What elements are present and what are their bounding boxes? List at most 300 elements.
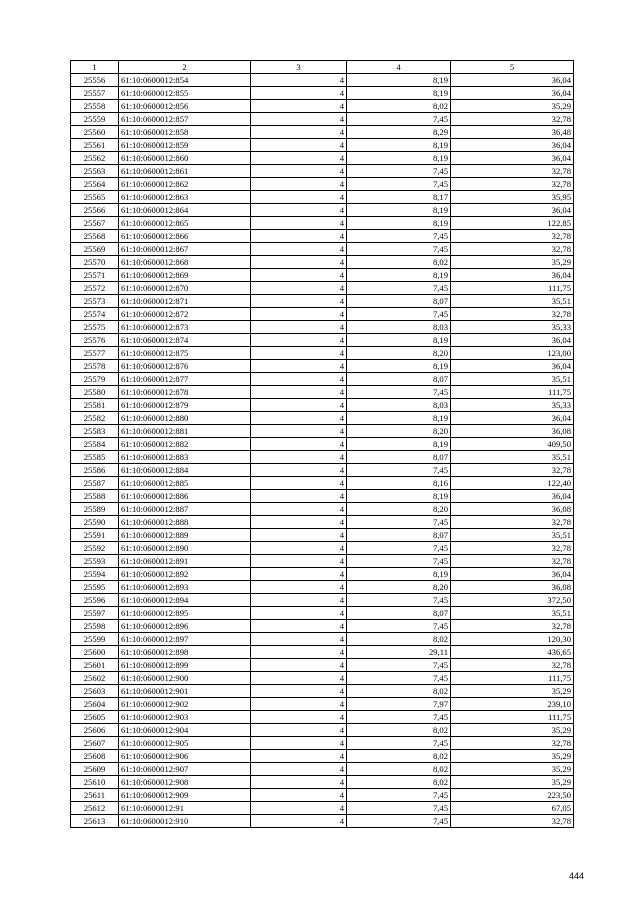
table-cell: 61:10:0600012:898	[119, 646, 251, 659]
table-cell: 61:10:0600012:873	[119, 321, 251, 334]
table-cell: 61:10:0600012:893	[119, 581, 251, 594]
table-row	[71, 321, 574, 334]
table-row	[71, 308, 574, 321]
table-cell: 7,45	[347, 815, 451, 828]
table-cell: 32,78	[451, 165, 574, 178]
table-row	[71, 191, 574, 204]
table-cell: 25568	[71, 230, 119, 243]
table-row	[71, 490, 574, 503]
table-cell: 4	[251, 334, 347, 347]
table-cell: 7,45	[347, 594, 451, 607]
table-cell: 32,78	[451, 113, 574, 126]
table-cell: 61:10:0600012:881	[119, 425, 251, 438]
table-cell: 25594	[71, 568, 119, 581]
table-cell: 4	[251, 555, 347, 568]
table-cell: 8,19	[347, 334, 451, 347]
table-cell: 25610	[71, 776, 119, 789]
table-cell: 35,33	[451, 399, 574, 412]
table-cell: 36,04	[451, 152, 574, 165]
table-cell: 8,07	[347, 607, 451, 620]
table-row	[71, 100, 574, 113]
table-cell: 25600	[71, 646, 119, 659]
table-cell: 4	[251, 321, 347, 334]
table-cell: 239,10	[451, 698, 574, 711]
table-cell: 4	[251, 594, 347, 607]
table-cell: 61:10:0600012:907	[119, 763, 251, 776]
table-cell: 36,04	[451, 360, 574, 373]
table-cell: 36,04	[451, 412, 574, 425]
table-row	[71, 282, 574, 295]
table-cell: 4	[251, 646, 347, 659]
table-row	[71, 555, 574, 568]
table-cell: 61:10:0600012:860	[119, 152, 251, 165]
table-cell: 8,07	[347, 451, 451, 464]
table-cell: 61:10:0600012:895	[119, 607, 251, 620]
table-cell: 7,45	[347, 464, 451, 477]
table-row	[71, 750, 574, 763]
table-row	[71, 113, 574, 126]
table-row	[71, 347, 574, 360]
table-cell: 111,75	[451, 672, 574, 685]
table-row	[71, 672, 574, 685]
table-cell: 61:10:0600012:858	[119, 126, 251, 139]
table-cell: 67,05	[451, 802, 574, 815]
table-cell: 25557	[71, 87, 119, 100]
table-cell: 4	[251, 399, 347, 412]
table-cell: 8,19	[347, 74, 451, 87]
table-cell: 35,29	[451, 724, 574, 737]
table-cell: 25567	[71, 217, 119, 230]
table-cell: 36,04	[451, 334, 574, 347]
table-cell: 25586	[71, 464, 119, 477]
table-cell: 35,29	[451, 100, 574, 113]
table-cell: 8,20	[347, 425, 451, 438]
table-cell: 36,48	[451, 126, 574, 139]
table-cell: 25607	[71, 737, 119, 750]
table-row	[71, 74, 574, 87]
table-row	[71, 464, 574, 477]
table-row	[71, 620, 574, 633]
table-cell: 61:10:0600012:868	[119, 256, 251, 269]
table-cell: 61:10:0600012:894	[119, 594, 251, 607]
table-cell: 8,19	[347, 360, 451, 373]
table-cell: 4	[251, 672, 347, 685]
table-cell: 25590	[71, 516, 119, 529]
table-cell: 61:10:0600012:91	[119, 802, 251, 815]
table-cell: 61:10:0600012:871	[119, 295, 251, 308]
table-cell: 8,07	[347, 529, 451, 542]
table-row	[71, 724, 574, 737]
table-cell: 7,45	[347, 802, 451, 815]
table-cell: 7,45	[347, 542, 451, 555]
table-cell: 4	[251, 74, 347, 87]
table-cell: 61:10:0600012:866	[119, 230, 251, 243]
table-cell: 61:10:0600012:887	[119, 503, 251, 516]
page-number: 444	[568, 871, 584, 881]
table-cell: 61:10:0600012:899	[119, 659, 251, 672]
table-cell: 7,45	[347, 516, 451, 529]
table-cell: 7,45	[347, 711, 451, 724]
table-row	[71, 594, 574, 607]
table-cell: 8,19	[347, 438, 451, 451]
table-cell: 25611	[71, 789, 119, 802]
table-row	[71, 802, 574, 815]
table-row	[71, 230, 574, 243]
table-cell: 25571	[71, 269, 119, 282]
table-cell: 409,50	[451, 438, 574, 451]
table-cell: 4	[251, 737, 347, 750]
table-cell: 61:10:0600012:892	[119, 568, 251, 581]
table-cell: 372,50	[451, 594, 574, 607]
table-cell: 61:10:0600012:867	[119, 243, 251, 256]
table-cell: 25583	[71, 425, 119, 438]
table-cell: 7,45	[347, 165, 451, 178]
table-cell: 61:10:0600012:859	[119, 139, 251, 152]
table-cell: 61:10:0600012:905	[119, 737, 251, 750]
table-cell: 61:10:0600012:908	[119, 776, 251, 789]
table-cell: 61:10:0600012:880	[119, 412, 251, 425]
table-row	[71, 334, 574, 347]
table-cell: 61:10:0600012:872	[119, 308, 251, 321]
table-cell: 4	[251, 165, 347, 178]
column-header: 4	[347, 61, 451, 74]
table-cell: 61:10:0600012:862	[119, 178, 251, 191]
table-cell: 4	[251, 789, 347, 802]
table-cell: 61:10:0600012:865	[119, 217, 251, 230]
table-cell: 25613	[71, 815, 119, 828]
table-cell: 122,40	[451, 477, 574, 490]
table-row	[71, 815, 574, 828]
table-cell: 61:10:0600012:886	[119, 490, 251, 503]
table-cell: 4	[251, 659, 347, 672]
table-cell: 25593	[71, 555, 119, 568]
table-cell: 8,16	[347, 477, 451, 490]
table-cell: 8,19	[347, 568, 451, 581]
table-cell: 32,78	[451, 464, 574, 477]
table-cell: 25592	[71, 542, 119, 555]
table-cell: 32,78	[451, 555, 574, 568]
table-cell: 4	[251, 477, 347, 490]
table-cell: 8,03	[347, 321, 451, 334]
table-cell: 61:10:0600012:857	[119, 113, 251, 126]
table-cell: 8,17	[347, 191, 451, 204]
table-row	[71, 425, 574, 438]
table-cell: 4	[251, 113, 347, 126]
table-cell: 8,19	[347, 490, 451, 503]
table-cell: 61:10:0600012:884	[119, 464, 251, 477]
table-cell: 35,51	[451, 451, 574, 464]
table-cell: 4	[251, 87, 347, 100]
table-cell: 7,45	[347, 243, 451, 256]
table-cell: 25588	[71, 490, 119, 503]
table-cell: 7,45	[347, 555, 451, 568]
table-body	[71, 74, 574, 828]
table-cell: 61:10:0600012:896	[119, 620, 251, 633]
table-row	[71, 87, 574, 100]
column-header: 5	[451, 61, 574, 74]
table-cell: 61:10:0600012:864	[119, 204, 251, 217]
table-row	[71, 451, 574, 464]
table-cell: 4	[251, 516, 347, 529]
table-cell: 61:10:0600012:877	[119, 373, 251, 386]
table-cell: 32,78	[451, 308, 574, 321]
table-cell: 120,30	[451, 633, 574, 646]
table-cell: 36,04	[451, 87, 574, 100]
table-row	[71, 360, 574, 373]
table-cell: 36,04	[451, 490, 574, 503]
table-row	[71, 152, 574, 165]
table-cell: 61:10:0600012:863	[119, 191, 251, 204]
table-row	[71, 386, 574, 399]
table-row	[71, 659, 574, 672]
table-cell: 61:10:0600012:879	[119, 399, 251, 412]
table-row	[71, 269, 574, 282]
table-cell: 4	[251, 568, 347, 581]
table-cell: 25602	[71, 672, 119, 685]
table-cell: 25595	[71, 581, 119, 594]
table-cell: 7,45	[347, 789, 451, 802]
table-cell: 36,08	[451, 581, 574, 594]
table-cell: 25574	[71, 308, 119, 321]
table-cell: 4	[251, 503, 347, 516]
table-row	[71, 256, 574, 269]
table-cell: 61:10:0600012:909	[119, 789, 251, 802]
table-cell: 4	[251, 230, 347, 243]
table-cell: 35,29	[451, 750, 574, 763]
table-cell: 7,97	[347, 698, 451, 711]
table-row	[71, 711, 574, 724]
column-header: 3	[251, 61, 347, 74]
table-cell: 4	[251, 685, 347, 698]
table-cell: 61:10:0600012:855	[119, 87, 251, 100]
table-cell: 32,78	[451, 620, 574, 633]
table-cell: 25585	[71, 451, 119, 464]
table-cell: 35,95	[451, 191, 574, 204]
table-cell: 4	[251, 295, 347, 308]
table-cell: 25603	[71, 685, 119, 698]
table-header-row	[71, 61, 574, 74]
data-table	[70, 60, 574, 828]
table-cell: 25559	[71, 113, 119, 126]
table-cell: 61:10:0600012:904	[119, 724, 251, 737]
table-cell: 7,45	[347, 282, 451, 295]
table-cell: 32,78	[451, 737, 574, 750]
table-cell: 4	[251, 529, 347, 542]
table-cell: 61:10:0600012:890	[119, 542, 251, 555]
table-cell: 7,45	[347, 308, 451, 321]
table-cell: 32,78	[451, 243, 574, 256]
table-cell: 25560	[71, 126, 119, 139]
table-cell: 8,19	[347, 204, 451, 217]
table-cell: 32,78	[451, 230, 574, 243]
table-cell: 25577	[71, 347, 119, 360]
table-cell: 7,45	[347, 659, 451, 672]
table-cell: 25606	[71, 724, 119, 737]
table-cell: 8,02	[347, 100, 451, 113]
table-cell: 4	[251, 347, 347, 360]
table-cell: 4	[251, 204, 347, 217]
table-cell: 8,07	[347, 373, 451, 386]
table-cell: 61:10:0600012:854	[119, 74, 251, 87]
table-cell: 111,75	[451, 282, 574, 295]
table-row	[71, 217, 574, 230]
table-cell: 25597	[71, 607, 119, 620]
table-cell: 4	[251, 100, 347, 113]
table-cell: 36,08	[451, 425, 574, 438]
table-cell: 7,45	[347, 230, 451, 243]
table-cell: 436,65	[451, 646, 574, 659]
table-cell: 25572	[71, 282, 119, 295]
table-cell: 111,75	[451, 711, 574, 724]
table-cell: 25578	[71, 360, 119, 373]
table-cell: 4	[251, 633, 347, 646]
table-cell: 32,78	[451, 542, 574, 555]
table-cell: 4	[251, 217, 347, 230]
table-cell: 25582	[71, 412, 119, 425]
table-cell: 8,03	[347, 399, 451, 412]
table-cell: 4	[251, 607, 347, 620]
table-cell: 8,02	[347, 750, 451, 763]
table-cell: 25587	[71, 477, 119, 490]
table-cell: 4	[251, 802, 347, 815]
table-cell: 4	[251, 282, 347, 295]
table-cell: 25558	[71, 100, 119, 113]
table-cell: 7,45	[347, 737, 451, 750]
table-cell: 29,11	[347, 646, 451, 659]
table-cell: 25609	[71, 763, 119, 776]
table-row	[71, 607, 574, 620]
table-cell: 4	[251, 152, 347, 165]
table-cell: 25569	[71, 243, 119, 256]
table-cell: 25564	[71, 178, 119, 191]
table-cell: 25579	[71, 373, 119, 386]
table-cell: 4	[251, 750, 347, 763]
column-header: 2	[119, 61, 251, 74]
table-cell: 61:10:0600012:902	[119, 698, 251, 711]
table-cell: 8,02	[347, 763, 451, 776]
table-cell: 61:10:0600012:869	[119, 269, 251, 282]
table-cell: 8,02	[347, 776, 451, 789]
table-cell: 7,45	[347, 620, 451, 633]
table-cell: 25573	[71, 295, 119, 308]
table-row	[71, 295, 574, 308]
table-cell: 4	[251, 373, 347, 386]
table-cell: 4	[251, 763, 347, 776]
table-cell: 8,02	[347, 256, 451, 269]
table-cell: 61:10:0600012:910	[119, 815, 251, 828]
table-cell: 61:10:0600012:870	[119, 282, 251, 295]
table-row	[71, 542, 574, 555]
table-cell: 8,19	[347, 217, 451, 230]
table-cell: 25608	[71, 750, 119, 763]
table-cell: 7,45	[347, 178, 451, 191]
table-cell: 4	[251, 386, 347, 399]
table-cell: 4	[251, 256, 347, 269]
table-cell: 4	[251, 425, 347, 438]
table-cell: 61:10:0600012:878	[119, 386, 251, 399]
table-cell: 61:10:0600012:891	[119, 555, 251, 568]
table-cell: 25576	[71, 334, 119, 347]
table-cell: 25612	[71, 802, 119, 815]
table-cell: 4	[251, 269, 347, 282]
table-cell: 4	[251, 126, 347, 139]
table-cell: 61:10:0600012:885	[119, 477, 251, 490]
table-cell: 25556	[71, 74, 119, 87]
table-row	[71, 204, 574, 217]
table-cell: 7,45	[347, 672, 451, 685]
table-cell: 61:10:0600012:883	[119, 451, 251, 464]
table-row	[71, 568, 574, 581]
table-cell: 4	[251, 581, 347, 594]
table-cell: 4	[251, 412, 347, 425]
table-cell: 8,29	[347, 126, 451, 139]
table-cell: 35,29	[451, 763, 574, 776]
table-cell: 25601	[71, 659, 119, 672]
table-cell: 61:10:0600012:874	[119, 334, 251, 347]
table-cell: 25562	[71, 152, 119, 165]
table-cell: 4	[251, 698, 347, 711]
table-cell: 4	[251, 178, 347, 191]
table-cell: 4	[251, 542, 347, 555]
table-row	[71, 412, 574, 425]
table-row	[71, 477, 574, 490]
table-cell: 35,29	[451, 685, 574, 698]
table-row	[71, 399, 574, 412]
table-cell: 4	[251, 711, 347, 724]
table-cell: 32,78	[451, 659, 574, 672]
table-cell: 61:10:0600012:875	[119, 347, 251, 360]
table-row	[71, 763, 574, 776]
table-cell: 8,19	[347, 152, 451, 165]
table-row	[71, 581, 574, 594]
table-cell: 61:10:0600012:882	[119, 438, 251, 451]
table-cell: 4	[251, 243, 347, 256]
table-cell: 8,02	[347, 685, 451, 698]
table-cell: 7,45	[347, 386, 451, 399]
table-cell: 35,29	[451, 256, 574, 269]
table-row	[71, 503, 574, 516]
table-cell: 4	[251, 464, 347, 477]
table-row	[71, 789, 574, 802]
table-cell: 61:10:0600012:861	[119, 165, 251, 178]
table-row	[71, 139, 574, 152]
table-cell: 25596	[71, 594, 119, 607]
table-row	[71, 685, 574, 698]
table-cell: 36,08	[451, 503, 574, 516]
table-row	[71, 633, 574, 646]
table-row	[71, 776, 574, 789]
table-cell: 8,19	[347, 87, 451, 100]
table-cell: 25581	[71, 399, 119, 412]
table-cell: 4	[251, 360, 347, 373]
table-cell: 111,75	[451, 386, 574, 399]
table-row	[71, 438, 574, 451]
table-cell: 32,78	[451, 815, 574, 828]
table-cell: 32,78	[451, 178, 574, 191]
table-cell: 25561	[71, 139, 119, 152]
table-cell: 25604	[71, 698, 119, 711]
table-cell: 25580	[71, 386, 119, 399]
table-cell: 8,02	[347, 724, 451, 737]
column-header: 1	[71, 61, 119, 74]
table-cell: 25605	[71, 711, 119, 724]
table-row	[71, 243, 574, 256]
table-cell: 122,85	[451, 217, 574, 230]
table-cell: 8,20	[347, 347, 451, 360]
table-cell: 35,33	[451, 321, 574, 334]
table-cell: 61:10:0600012:900	[119, 672, 251, 685]
table-cell: 4	[251, 724, 347, 737]
